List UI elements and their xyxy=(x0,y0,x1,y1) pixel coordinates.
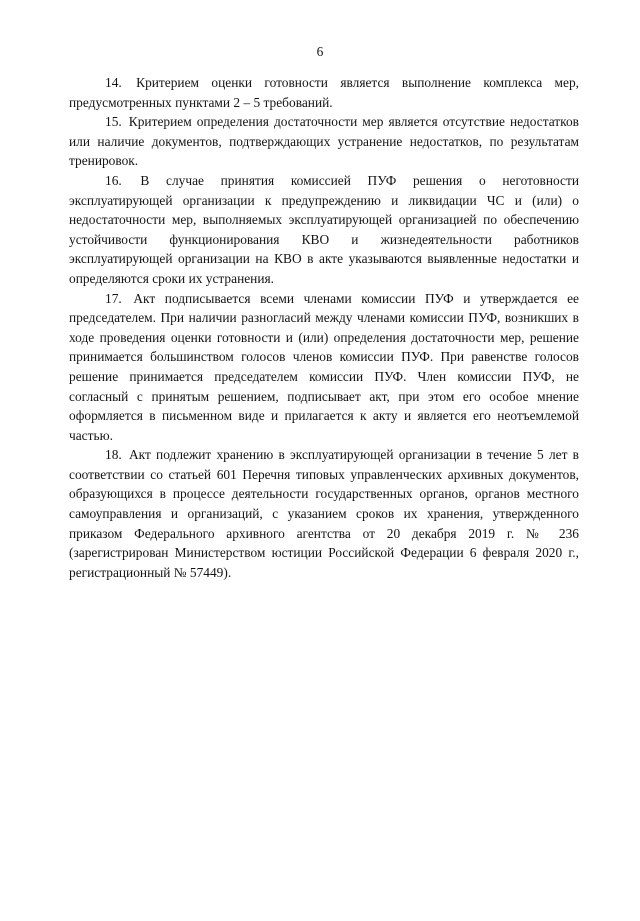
paragraph-number: 15. xyxy=(105,114,122,130)
page-number: 6 xyxy=(316,44,324,59)
paragraph-text: Критерием оценки готовности является выполнение комплекса мер, предусмотренных пунктами 2 – 5 требований. xyxy=(69,75,579,110)
paragraph-text: Акт подлежит хранению в эксплуатирующей организации в течение 5 лет в соответствии со статьей 601 Перечня типовых управленческих архивных документов, образующихся в процессе деятельности государственных органов, органов местного самоуправления и организаций, с указанием сроков их хранения, утвержденного приказом Федерального архивного агентства от 20 декабря 2019 г. № 236 (зарегистрирован Министерством юстиции Российской Федерации 6 февраля 2020 г., регистрационный № 57449). xyxy=(69,447,579,580)
paragraph-17 xyxy=(69,289,579,446)
paragraph-14 xyxy=(69,73,579,112)
paragraph-number: 16. xyxy=(105,172,122,188)
document-body xyxy=(69,73,579,582)
paragraph-text: Акт подписывается всеми членами комиссии ПУФ и утверждается ее председателем. При наличии разногласий между членами комиссии ПУФ, возникших в ходе проведения оценки готовности и (или) определения достаточности мер, решение принимается большинством голосов членов комиссии ПУФ. При равенстве голосов решение принимается председателем комиссии ПУФ. Член комиссии ПУФ, не согласный с принятым решением, подписывает акт, при этом его особое мнение оформляется в письменном виде и прилагается к акту и является его неотъемлемой частью. xyxy=(69,290,579,443)
paragraph-text: Критерием определения достаточности мер является отсутствие недостатков или наличие документов, подтверждающих устранение недостатков, по результатам тренировок. xyxy=(69,114,579,169)
paragraph-15 xyxy=(69,112,579,171)
paragraph-16 xyxy=(69,171,579,289)
paragraph-18 xyxy=(69,445,579,582)
paragraph-number: 17. xyxy=(105,290,122,306)
paragraph-number: 18. xyxy=(105,447,122,463)
paragraph-text: В случае принятия комиссией ПУФ решения о неготовности эксплуатирующей организации к предупреждению и ликвидации ЧС и (или) о недостаточности мер, выполняемых эксплуатирующей организацией по обеспечению устойчивости функционирования КВО и жизнедеятельности работников эксплуатирующей организации на КВО в акте указываются выявленные недостатки и определяются сроки их устранения. xyxy=(69,172,579,286)
paragraph-number: 14. xyxy=(105,75,122,90)
